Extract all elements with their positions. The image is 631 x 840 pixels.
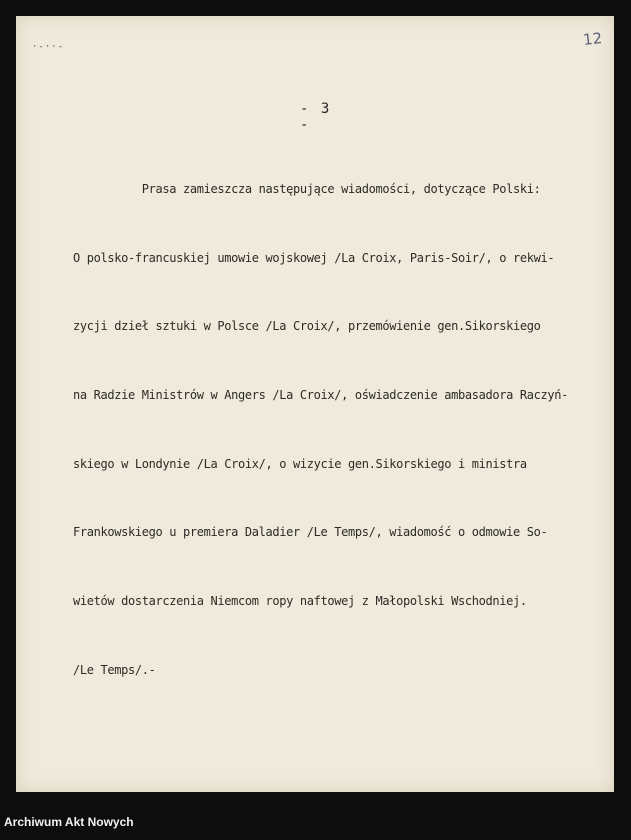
body-line: Frankowskiego u premiera Daladier /Le Temps/, wiadomość o odmowie So- — [73, 525, 548, 540]
body-line: Prasa zamieszcza następujące wiadomości, dotyczące Polski: — [73, 181, 541, 196]
archive-watermark: Archiwum Akt Nowych — [4, 815, 134, 829]
folio-number: 12 — [582, 29, 603, 49]
corner-mark: ·-··- — [32, 42, 65, 52]
page-number: - 3 - — [300, 101, 332, 133]
body-line: skiego w Londynie /La Croix/, o wizycie gen.Sikorskiego i ministra — [73, 456, 527, 471]
body-line: wietów dostarczenia Niemcom ropy naftowej z Małopolski Wschodniej. — [73, 594, 527, 609]
document-body — [73, 132, 613, 727]
body-line: /Le Temps/.- — [73, 662, 156, 677]
body-line: na Radzie Ministrów w Angers /La Croix/, oświadczenie ambasadora Raczyń- — [73, 387, 568, 402]
body-line: zycji dzieł sztuki w Polsce /La Croix/, przemówienie gen.Sikorskiego — [73, 319, 541, 334]
body-line: O polsko-francuskiej umowie wojskowej /La Croix, Paris-Soir/, o rekwi- — [73, 250, 555, 265]
